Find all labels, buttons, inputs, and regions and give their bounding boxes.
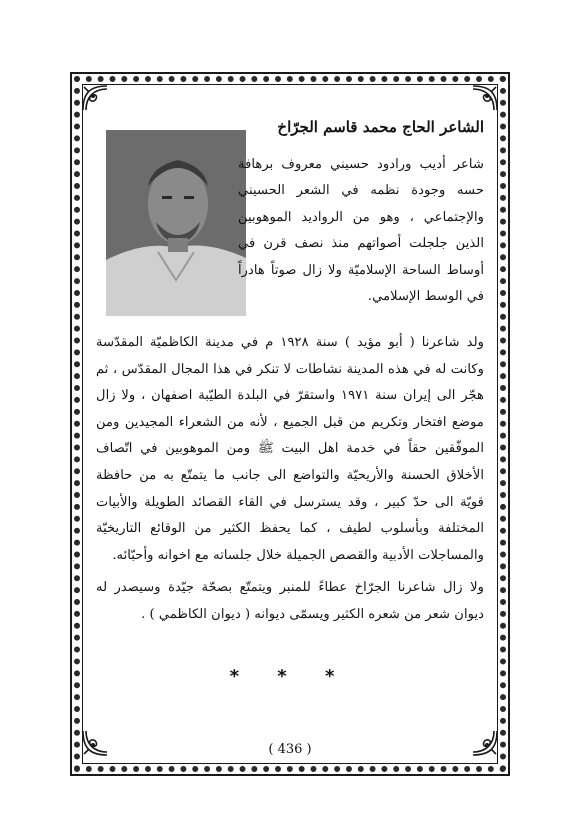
body-paragraph-1: ولد شاعرنا ( أبو مؤيد ) سنة ١٩٢٨ م في مدينة الكاظميّة المقدّسة وكانت له في هذه المدينة نشاطات لا تنكر في هذا المجال المقدّس ، ثم هجّر الى إيران سنة ١٩٧١ واستقرّ في البلدة الطيّبة اصفهان ، ولا زال موضع افتخار وتكريم من قبل الجميع ، لأنه من الشعراء المجيدين ومن الموفّقين حقاً في خدمة اهل البيت ﷺ ومن الموهوبين في اتّصاف الأخلاق الحسنة والأريحيّة والتواضع الى جانب ما يتمتّع به من حافظة قويّة الى حدّ كبير ، وقد يسترسل في القاء القصائد الطويلة والأبيات المختلفة وبأسلوب لطيف ، كما يحفظ الكثير من الوقائع التاريخيّة والمساجلات الأدبية والقصص الجميلة خلال جلساته مع اخوانه وأحبّائه. <box>96 335 484 563</box>
body-text <box>96 330 484 629</box>
page-number: ( 436 ) <box>268 742 312 757</box>
intro-paragraph <box>238 152 484 310</box>
corner-ornament-icon <box>470 83 500 113</box>
intro-paragraph-text: شاعر أديب ورادود حسيني معروف برهافة حسه وجودة نظمه في الشعر الحسيني والإجتماعي ، وهو من الرواديد الموهوبين الذين جلجلت أصواتهم منذ نصف قرن في أوساط الساحة الإسلاميّة ولا زال صوتاً هادراً في الوسط الإسلامي. <box>238 157 484 305</box>
section-separator-stars: * * * <box>229 666 351 687</box>
corner-ornament-icon <box>80 83 110 113</box>
page-title: الشاعر الحاج محمد قاسم الجرّاخ <box>277 118 484 136</box>
body-paragraph-2: ولا زال شاعرنا الجرّاخ عطاءً للمنبر ويتمتّع بصحّة جيّدة وسيصدر له ديوان شعر من شعره الكثير ويسمّى ديوانه ( ديوان الكاظمي ) . <box>96 580 484 622</box>
portrait-photo <box>106 130 246 316</box>
